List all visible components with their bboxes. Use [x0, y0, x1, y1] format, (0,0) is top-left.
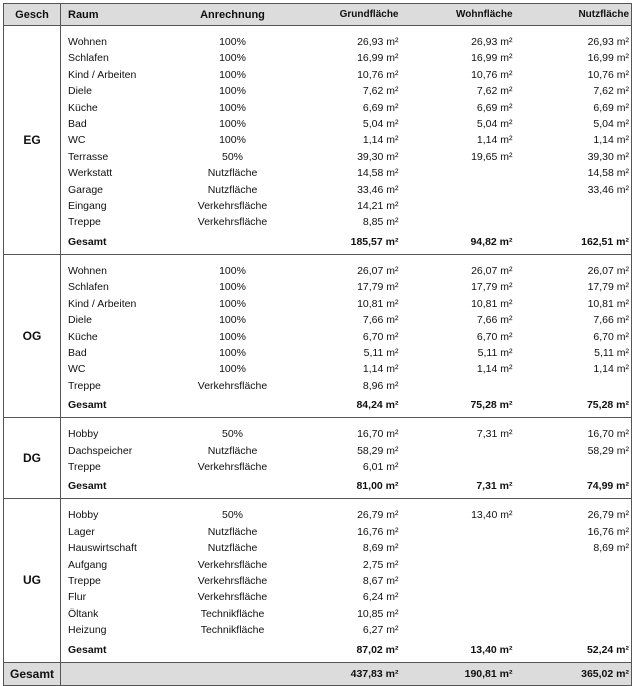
room-nutzflaeche: 6,70 m² — [526, 329, 632, 345]
room-nutzflaeche: 16,99 m² — [526, 50, 632, 66]
room-name: Schlafen — [68, 52, 109, 65]
room-grundflaeche: 33,46 m² — [357, 183, 399, 196]
table-row — [4, 50, 632, 66]
table-row — [4, 26, 632, 51]
header-anrechnung: Anrechnung — [169, 4, 297, 26]
room-nutzflaeche — [526, 198, 632, 214]
table-row — [4, 254, 632, 279]
grand-total-nutzflaeche: 365,02 m² — [526, 662, 632, 685]
room-name: Kind / Arbeiten — [68, 68, 137, 81]
room-wohnflaeche: 26,07 m² — [471, 264, 513, 277]
room-anrechnung: 100% — [219, 314, 246, 327]
floor-total-nutzflaeche: 74,99 m² — [526, 475, 632, 499]
room-name: Diele — [68, 85, 92, 98]
room-wohnflaeche — [412, 622, 526, 638]
room-grundflaeche: 26,79 m² — [357, 509, 399, 522]
room-name: Schlafen — [68, 281, 109, 294]
room-anrechnung: 100% — [219, 52, 246, 65]
room-anrechnung: Nutzfläche — [207, 183, 258, 196]
room-nutzflaeche: 58,29 m² — [526, 443, 632, 459]
room-wohnflaeche: 17,79 m² — [471, 281, 513, 294]
room-nutzflaeche: 16,76 m² — [526, 524, 632, 540]
grand-total-grundflaeche: 437,83 m² — [297, 662, 412, 685]
room-anrechnung: 50% — [221, 150, 243, 163]
room-anrechnung: 100% — [219, 68, 246, 81]
room-nutzflaeche: 17,79 m² — [526, 279, 632, 295]
room-wohnflaeche: 13,40 m² — [471, 509, 513, 522]
room-nutzflaeche: 7,62 m² — [526, 83, 632, 99]
room-grundflaeche: 8,85 m² — [362, 216, 399, 229]
room-grundflaeche: 39,30 m² — [357, 150, 399, 163]
table-row — [4, 459, 632, 475]
floor-total-nutzflaeche: 75,28 m² — [526, 394, 632, 418]
room-name: Eingang — [68, 200, 107, 213]
room-name: WC — [68, 363, 86, 376]
floor-total-spacer — [169, 475, 297, 499]
room-wohnflaeche: 5,04 m² — [476, 118, 513, 131]
floor-total-wohnflaeche: 75,28 m² — [412, 394, 526, 418]
header-wohnflaeche: Wohnfläche — [412, 4, 526, 26]
table-row — [4, 622, 632, 638]
room-wohnflaeche: 1,14 m² — [476, 363, 513, 376]
room-wohnflaeche — [412, 198, 526, 214]
room-name: Garage — [68, 183, 104, 196]
floor-label: DG — [4, 418, 61, 499]
floor-total-label: Gesamt — [61, 639, 169, 663]
room-anrechnung: Verkehrsfläche — [197, 216, 268, 229]
room-anrechnung: 50% — [221, 428, 243, 441]
room-wohnflaeche: 7,31 m² — [476, 428, 513, 441]
room-nutzflaeche: 6,69 m² — [526, 100, 632, 116]
room-grundflaeche: 8,96 m² — [362, 379, 399, 392]
room-anrechnung: 100% — [219, 264, 246, 277]
floor-total-row — [4, 394, 632, 418]
room-wohnflaeche — [412, 606, 526, 622]
room-name: Heizung — [68, 624, 107, 637]
room-nutzflaeche: 10,81 m² — [526, 296, 632, 312]
header-gesch: Gesch — [4, 4, 61, 26]
room-wohnflaeche — [412, 540, 526, 556]
grand-total-row — [4, 662, 632, 685]
room-anrechnung: Nutzfläche — [207, 542, 258, 555]
table-row — [4, 345, 632, 361]
floor-total-wohnflaeche: 94,82 m² — [412, 231, 526, 255]
room-nutzflaeche: 5,11 m² — [526, 345, 632, 361]
room-grundflaeche: 2,75 m² — [362, 558, 399, 571]
floor-total-spacer — [169, 394, 297, 418]
room-anrechnung: 100% — [219, 330, 246, 343]
table-row — [4, 132, 632, 148]
room-nutzflaeche — [526, 622, 632, 638]
room-anrechnung: 100% — [219, 363, 246, 376]
room-anrechnung: 100% — [219, 85, 246, 98]
floor-label: EG — [4, 26, 61, 255]
floor-total-spacer — [169, 231, 297, 255]
room-name: Wohnen — [68, 36, 107, 48]
room-grundflaeche: 16,76 m² — [357, 525, 399, 538]
room-wohnflaeche — [412, 182, 526, 198]
room-grundflaeche: 5,11 m² — [363, 346, 399, 359]
table-row — [4, 83, 632, 99]
table-row — [4, 589, 632, 605]
room-anrechnung: 50% — [221, 509, 243, 522]
room-grundflaeche: 58,29 m² — [357, 444, 399, 457]
room-wohnflaeche: 10,81 m² — [471, 297, 513, 310]
floor-total-wohnflaeche: 7,31 m² — [412, 475, 526, 499]
floor-total-label: Gesamt — [61, 231, 169, 255]
room-wohnflaeche: 5,11 m² — [477, 346, 513, 359]
table-row — [4, 378, 632, 394]
room-nutzflaeche — [526, 573, 632, 589]
room-wohnflaeche: 7,62 m² — [476, 85, 513, 98]
room-nutzflaeche: 8,69 m² — [526, 540, 632, 556]
floor-total-row — [4, 231, 632, 255]
room-anrechnung: Technikfläche — [200, 624, 265, 637]
room-name: Dachspeicher — [68, 444, 133, 457]
room-nutzflaeche — [526, 606, 632, 622]
table-row — [4, 361, 632, 377]
table-row — [4, 557, 632, 573]
room-name: Hauswirtschaft — [68, 542, 137, 555]
room-name: Aufgang — [68, 558, 108, 571]
room-name: Treppe — [68, 379, 101, 392]
room-nutzflaeche: 5,04 m² — [526, 116, 632, 132]
room-wohnflaeche: 1,14 m² — [476, 134, 513, 147]
room-wohnflaeche: 6,70 m² — [476, 330, 513, 343]
room-anrechnung: 100% — [219, 118, 246, 131]
room-wohnflaeche — [412, 378, 526, 394]
room-name: Küche — [68, 101, 98, 114]
room-wohnflaeche: 26,93 m² — [471, 36, 513, 48]
header-grundflaeche: Grundfläche — [297, 4, 412, 26]
area-table — [3, 3, 632, 686]
room-nutzflaeche: 26,79 m² — [526, 499, 632, 524]
table-row — [4, 182, 632, 198]
room-nutzflaeche: 10,76 m² — [526, 67, 632, 83]
header-row — [4, 4, 632, 26]
room-name: Wohnen — [68, 264, 107, 277]
room-name: WC — [68, 134, 86, 147]
table-row — [4, 573, 632, 589]
room-name: Flur — [68, 591, 87, 604]
floor-total-label: Gesamt — [61, 475, 169, 499]
room-grundflaeche: 26,93 m² — [357, 36, 399, 48]
table-row — [4, 100, 632, 116]
table-row — [4, 499, 632, 524]
table-row — [4, 279, 632, 295]
room-grundflaeche: 6,69 m² — [362, 101, 399, 114]
table-row — [4, 418, 632, 443]
room-anrechnung: Nutzfläche — [207, 525, 258, 538]
room-nutzflaeche: 26,93 m² — [526, 26, 632, 51]
room-anrechnung: 100% — [219, 297, 246, 310]
grand-total-label: Gesamt — [4, 662, 61, 685]
floor-label: UG — [4, 499, 61, 662]
room-grundflaeche: 26,07 m² — [357, 264, 399, 277]
room-wohnflaeche — [412, 214, 526, 230]
room-grundflaeche: 1,14 m² — [362, 134, 399, 147]
room-grundflaeche: 6,70 m² — [362, 330, 399, 343]
room-grundflaeche: 6,01 m² — [362, 460, 399, 473]
room-nutzflaeche: 1,14 m² — [526, 361, 632, 377]
floor-total-nutzflaeche: 162,51 m² — [526, 231, 632, 255]
room-anrechnung: Verkehrsfläche — [197, 574, 268, 587]
room-wohnflaeche — [412, 443, 526, 459]
room-name: Hobby — [68, 428, 99, 441]
room-wohnflaeche: 7,66 m² — [476, 314, 513, 327]
room-name: Terrasse — [68, 150, 109, 163]
table-row — [4, 540, 632, 556]
room-nutzflaeche: 16,70 m² — [526, 418, 632, 443]
room-name: Werkstatt — [68, 167, 113, 180]
room-anrechnung: 100% — [219, 134, 246, 147]
room-anrechnung: Verkehrsfläche — [197, 200, 268, 213]
floor-total-row — [4, 475, 632, 499]
room-name: Küche — [68, 330, 98, 343]
room-name: Kind / Arbeiten — [68, 297, 137, 310]
floor-total-label: Gesamt — [61, 394, 169, 418]
room-anrechnung: Technikfläche — [200, 607, 265, 620]
room-nutzflaeche: 39,30 m² — [526, 149, 632, 165]
table-row — [4, 329, 632, 345]
room-anrechnung: Verkehrsfläche — [197, 379, 268, 392]
grand-total-wohnflaeche: 190,81 m² — [412, 662, 526, 685]
room-grundflaeche: 7,66 m² — [362, 314, 399, 327]
room-anrechnung: Nutzfläche — [207, 444, 258, 457]
room-grundflaeche: 7,62 m² — [362, 85, 399, 98]
room-anrechnung: 100% — [219, 281, 246, 294]
room-anrechnung: Nutzfläche — [207, 167, 258, 180]
floor-total-row — [4, 639, 632, 663]
room-wohnflaeche: 16,99 m² — [471, 52, 513, 65]
floor-total-wohnflaeche: 13,40 m² — [412, 639, 526, 663]
room-grundflaeche: 6,24 m² — [362, 591, 399, 604]
room-grundflaeche: 5,04 m² — [362, 118, 399, 131]
room-nutzflaeche — [526, 589, 632, 605]
room-nutzflaeche — [526, 557, 632, 573]
room-nutzflaeche — [526, 459, 632, 475]
room-name: Hobby — [68, 509, 99, 522]
room-grundflaeche: 6,27 m² — [362, 624, 399, 637]
room-wohnflaeche: 10,76 m² — [471, 68, 513, 81]
room-anrechnung: Verkehrsfläche — [197, 591, 268, 604]
room-grundflaeche: 10,76 m² — [357, 68, 399, 81]
room-wohnflaeche — [412, 573, 526, 589]
room-wohnflaeche: 6,69 m² — [476, 101, 513, 114]
room-nutzflaeche — [526, 214, 632, 230]
grand-total-spacer — [61, 662, 297, 685]
room-anrechnung: Verkehrsfläche — [197, 558, 268, 571]
room-name: Öltank — [68, 607, 99, 620]
room-nutzflaeche: 33,46 m² — [526, 182, 632, 198]
room-wohnflaeche — [412, 524, 526, 540]
room-name: Treppe — [68, 574, 101, 587]
room-name: Bad — [68, 346, 87, 359]
room-grundflaeche: 10,81 m² — [357, 297, 399, 310]
room-grundflaeche: 17,79 m² — [357, 281, 399, 294]
room-grundflaeche: 16,70 m² — [357, 428, 399, 441]
room-anrechnung: Verkehrsfläche — [197, 460, 268, 473]
room-name: Treppe — [68, 460, 101, 473]
table-row — [4, 214, 632, 230]
table-row — [4, 296, 632, 312]
room-nutzflaeche — [526, 378, 632, 394]
floor-total-spacer — [169, 639, 297, 663]
room-anrechnung: 100% — [219, 36, 246, 48]
table-row — [4, 312, 632, 328]
room-name: Lager — [68, 525, 95, 538]
room-anrechnung: 100% — [219, 346, 246, 359]
room-nutzflaeche: 1,14 m² — [526, 132, 632, 148]
room-grundflaeche: 14,58 m² — [357, 167, 399, 180]
room-grundflaeche: 14,21 m² — [357, 200, 399, 213]
floor-total-nutzflaeche: 52,24 m² — [526, 639, 632, 663]
floor-total-grundflaeche: 87,02 m² — [297, 639, 412, 663]
room-grundflaeche: 8,67 m² — [362, 574, 399, 587]
room-grundflaeche: 10,85 m² — [357, 607, 399, 620]
table-row — [4, 165, 632, 181]
room-wohnflaeche — [412, 165, 526, 181]
table-row — [4, 524, 632, 540]
room-nutzflaeche: 26,07 m² — [526, 254, 632, 279]
room-grundflaeche: 16,99 m² — [357, 52, 399, 65]
room-name: Diele — [68, 314, 92, 327]
floor-total-grundflaeche: 185,57 m² — [297, 231, 412, 255]
room-grundflaeche: 1,14 m² — [362, 363, 399, 376]
room-grundflaeche: 8,69 m² — [362, 542, 399, 555]
header-raum: Raum — [61, 4, 169, 26]
floor-total-grundflaeche: 84,24 m² — [297, 394, 412, 418]
table-row — [4, 198, 632, 214]
room-nutzflaeche: 7,66 m² — [526, 312, 632, 328]
table-row — [4, 116, 632, 132]
room-nutzflaeche: 14,58 m² — [526, 165, 632, 181]
room-wohnflaeche: 19,65 m² — [471, 150, 513, 163]
header-nutzflaeche: Nutzfläche — [526, 4, 632, 26]
room-name: Bad — [68, 118, 87, 131]
room-anrechnung: 100% — [219, 101, 246, 114]
floor-total-grundflaeche: 81,00 m² — [297, 475, 412, 499]
table-row — [4, 67, 632, 83]
room-wohnflaeche — [412, 557, 526, 573]
room-wohnflaeche — [412, 459, 526, 475]
table-row — [4, 443, 632, 459]
room-name: Treppe — [68, 216, 101, 229]
room-wohnflaeche — [412, 589, 526, 605]
floor-label: OG — [4, 254, 61, 417]
table-row — [4, 149, 632, 165]
table-row — [4, 606, 632, 622]
